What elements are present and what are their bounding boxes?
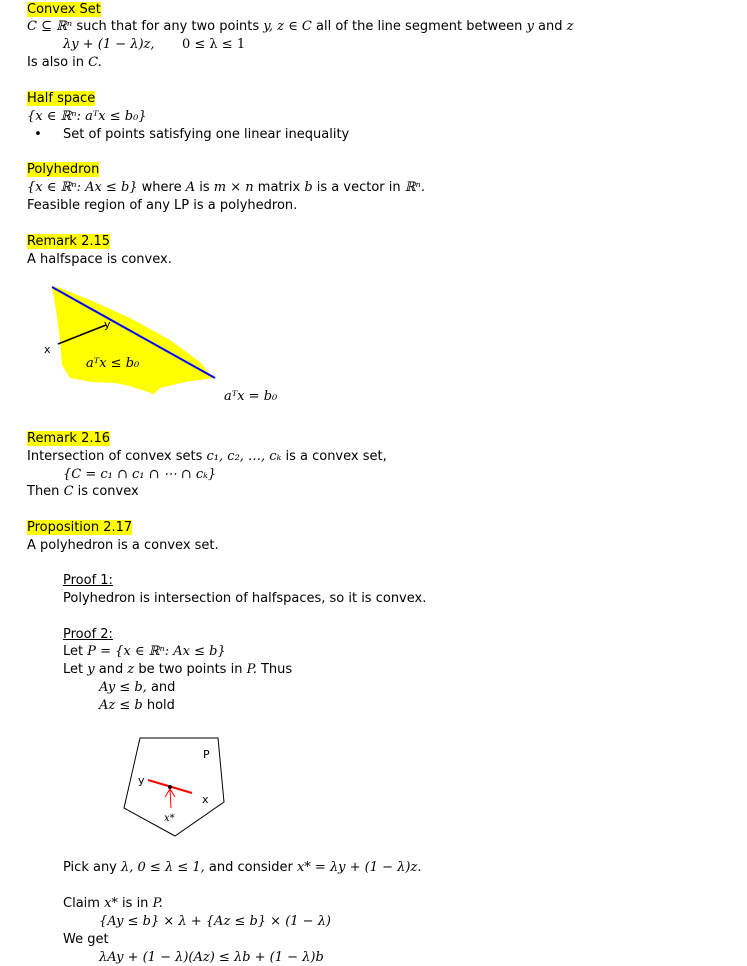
convex-set-definition: C ⊆ ℝⁿ such that for any two points y, z ∈ C all of the line segment between y and z xyxy=(27,19,574,34)
half-space-bullet-text: Set of points satisfying one linear inequality xyxy=(63,127,350,142)
bullet-icon: • xyxy=(34,127,42,142)
polyhedron-heading: Polyhedron xyxy=(27,162,100,177)
prop-217-text: A polyhedron is a convex set. xyxy=(27,538,219,553)
figure-boundary-label: aᵀx = b₀ xyxy=(224,389,278,404)
remark-216-text: Intersection of convex sets c₁, c₂, …, cₖ is a convex set, xyxy=(27,449,387,464)
remark-216-heading: Remark 2.16 xyxy=(27,431,111,446)
half-space-set: {x ∈ ℝⁿ: aᵀx ≤ b₀} xyxy=(27,109,147,124)
prop-217-heading: Proposition 2.17 xyxy=(27,520,133,535)
result-inequality: λAy + (1 − λ)(Az) ≤ λb + (1 − λ)b xyxy=(99,950,324,965)
claim-line: Claim x* is in P. xyxy=(63,896,163,911)
remark-215-text: A halfspace is convex. xyxy=(27,252,172,267)
polyhedron-label-P: P xyxy=(203,748,210,761)
polyhedron-feasible-text: Feasible region of any LP is a polyhedron. xyxy=(27,198,298,213)
proof2-label: Proof 2: xyxy=(63,627,113,642)
lambda-constraint: 0 ≤ λ ≤ 1 xyxy=(182,37,246,52)
intersection-set: {C = c₁ ∩ c₁ ∩ ⋯ ∩ cₖ} xyxy=(63,467,217,482)
arrow-shaft xyxy=(170,789,171,808)
proof2-let-yz: Let y and z be two points in P. Thus xyxy=(63,662,293,677)
polyhedron-label-y: y xyxy=(138,774,145,787)
polyhedron-label-xstar: x* xyxy=(164,813,175,824)
convex-set-heading: Convex Set xyxy=(27,2,101,17)
proof2-let-p: Let P = {x ∈ ℝⁿ: Ax ≤ b} xyxy=(63,644,226,659)
we-get-label: We get xyxy=(63,932,109,947)
claim-combination: {Ay ≤ b} × λ + {Az ≤ b} × (1 − λ) xyxy=(99,914,332,929)
pick-lambda-line: Pick any λ, 0 ≤ λ ≤ 1, and consider x* = λy + (1 − λ)z. xyxy=(63,860,422,875)
ay-inequality: Ay ≤ b, and xyxy=(99,680,176,695)
polyhedron-definition: {x ∈ ℝⁿ: Ax ≤ b} where A is m × n matrix b is a vector in ℝⁿ. xyxy=(27,180,425,195)
proof1-label: Proof 1: xyxy=(63,573,113,588)
convex-combination-formula: λy + (1 − λ)z, xyxy=(63,37,155,52)
half-space-heading: Half space xyxy=(27,91,96,106)
figure-label-x: x xyxy=(44,343,51,356)
remark-216-conclusion: Then C is convex xyxy=(27,484,139,499)
polyhedron-label-x: x xyxy=(202,793,209,806)
remark-215-heading: Remark 2.15 xyxy=(27,234,111,249)
proof1-text: Polyhedron is intersection of halfspaces, so it is convex. xyxy=(63,591,427,606)
figure-label-y: y xyxy=(104,318,111,331)
az-inequality: Az ≤ b hold xyxy=(99,698,175,713)
figure-inequality-label: aᵀx ≤ b₀ xyxy=(86,356,140,371)
convex-set-closing: Is also in C. xyxy=(27,55,102,70)
